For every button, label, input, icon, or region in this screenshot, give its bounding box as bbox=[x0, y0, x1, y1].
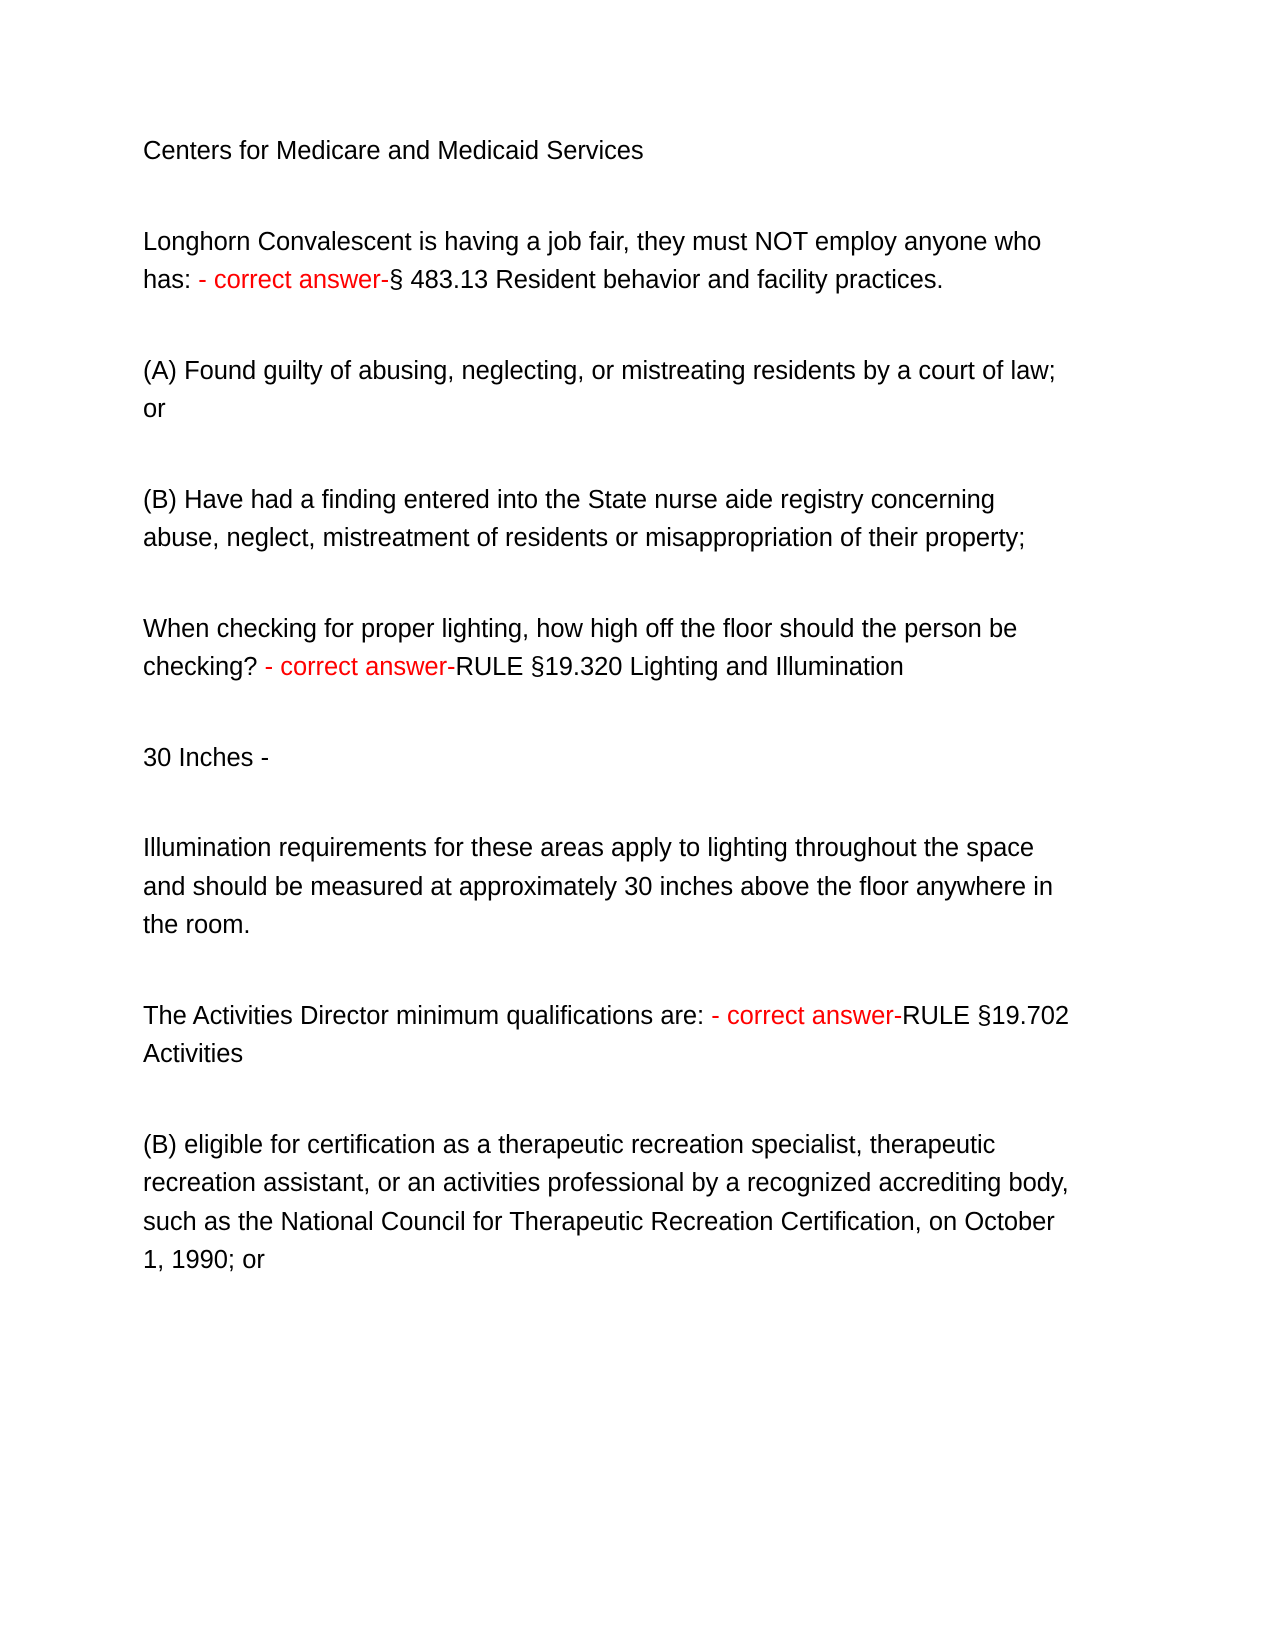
paragraph-text: (A) Found guilty of abusing, neglecting, or mistreating residents by a court of law; or bbox=[143, 356, 1056, 423]
paragraph-text: The Activities Director minimum qualifications are: bbox=[143, 1001, 705, 1030]
correct-answer-marker: - correct answer- bbox=[257, 653, 456, 681]
paragraph-thirty-inches bbox=[143, 739, 1078, 778]
paragraph-illumination-requirements bbox=[143, 829, 1078, 945]
paragraph-text: (B) eligible for certification as a therapeutic recreation specialist, therapeutic recreation assistant, or an activities professional by a recognized accrediting body, such as the National Council for Therapeutic Recreation Certification, on October 1, 1990; or bbox=[143, 1130, 1069, 1274]
paragraph-text: § 483.13 Resident behavior and facility practices. bbox=[389, 266, 944, 294]
paragraph-text: When checking for proper lighting, how high off the floor should the person be checking? bbox=[143, 614, 1018, 681]
paragraph-item-a bbox=[143, 352, 1078, 429]
paragraph-activities-director-question bbox=[143, 997, 1078, 1074]
paragraph-text: RULE §19.702 Activities bbox=[143, 1001, 1070, 1068]
paragraph-text: Centers for Medicare and Medicaid Services bbox=[143, 137, 644, 165]
paragraph-lighting-question bbox=[143, 610, 1078, 687]
paragraph-text: (B) Have had a finding entered into the State nurse aide registry concerning abuse, neglect, mistreatment of residents or misappropriation of their property; bbox=[143, 485, 1026, 552]
document-body bbox=[143, 132, 1078, 1280]
paragraph-text: 30 Inches - bbox=[143, 743, 270, 772]
paragraph-text: Illumination requirements for these areas apply to lighting throughout the space and should be measured at approximately 30 inches above the floor anywhere in the room. bbox=[143, 834, 1054, 939]
paragraph-text: RULE §19.320 Lighting and Illumination bbox=[455, 653, 904, 681]
paragraph-item-b bbox=[143, 481, 1078, 558]
paragraph-job-fair-question bbox=[143, 223, 1078, 300]
paragraph-text: Longhorn Convalescent is having a job fair, they must NOT employ anyone who has: bbox=[143, 227, 1042, 294]
paragraph-activities-item-b bbox=[143, 1126, 1078, 1280]
correct-answer-marker: - correct answer- bbox=[191, 266, 390, 294]
correct-answer-marker: - correct answer- bbox=[704, 1001, 903, 1030]
paragraph-heading bbox=[143, 132, 1078, 171]
